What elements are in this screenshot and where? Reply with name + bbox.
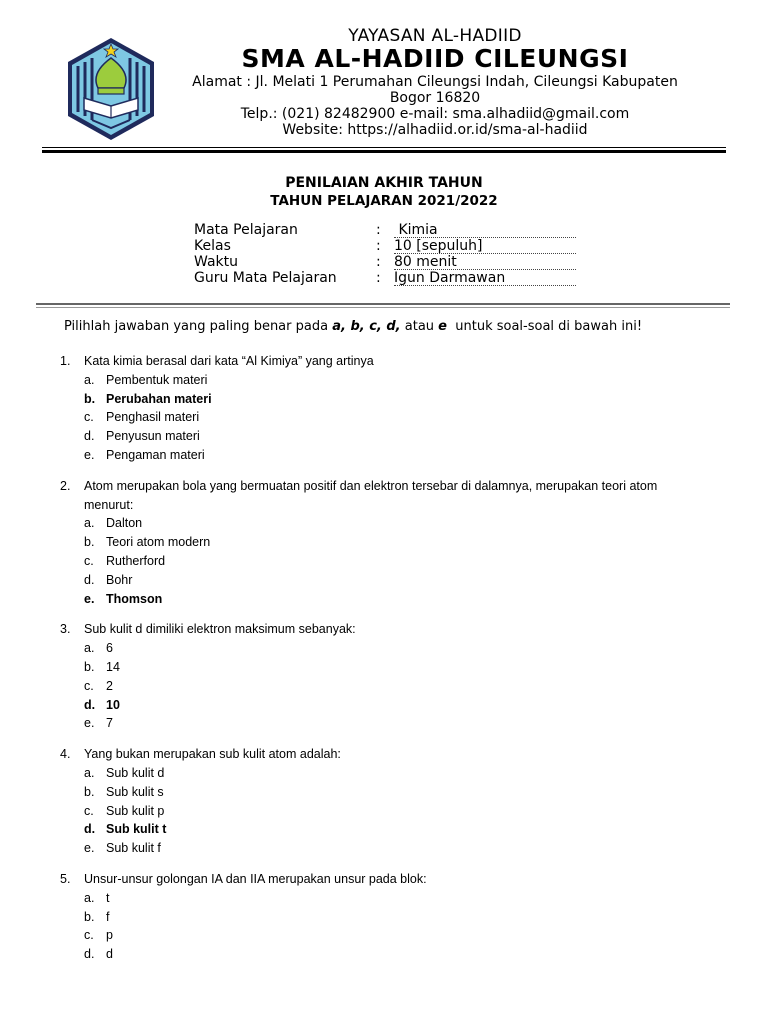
option-letter: d. (84, 697, 96, 712)
option-letter: c. (84, 410, 94, 425)
answer-option (60, 552, 740, 571)
question-stem: Atom merupakan bola yang bermuatan positif dan elektron tersebar di dalamnya, merupakan teori atom (84, 478, 658, 493)
option-text: d (106, 947, 113, 962)
answer-option (60, 533, 740, 552)
option-text: Penyusun materi (106, 429, 200, 444)
answer-option-correct (60, 390, 740, 409)
option-text: Perubahan materi (106, 391, 212, 406)
info-label: Waktu (194, 254, 238, 270)
school-address (170, 74, 700, 138)
answer-option (60, 889, 740, 908)
info-colon: : (376, 254, 381, 270)
option-letter: a. (84, 516, 95, 531)
instruction-suffix: untuk soal-soal di bawah ini! (447, 319, 643, 334)
option-letter: a. (84, 641, 95, 656)
option-letter: c. (84, 928, 94, 943)
info-colon: : (376, 270, 381, 286)
question-number: 3. (60, 622, 71, 637)
option-letter: a. (84, 372, 95, 387)
answer-option (60, 371, 740, 390)
option-text: 14 (106, 659, 120, 674)
question-text (60, 620, 740, 639)
option-letter: e. (84, 716, 95, 731)
option-text: Sub kulit d (106, 765, 165, 780)
answer-option (60, 839, 740, 858)
option-text: Sub kulit f (106, 841, 161, 856)
question-stem-continued: menurut: (84, 497, 134, 512)
option-text: Sub kulit s (106, 784, 164, 799)
header-divider-thick (42, 150, 726, 153)
option-letter: b. (84, 391, 96, 406)
instruction-prefix: Pilihlah jawaban yang paling benar pada (64, 319, 333, 334)
option-letter: b. (84, 535, 95, 550)
option-letter: d. (84, 822, 96, 837)
question-number: 4. (60, 747, 71, 762)
question-list (60, 352, 740, 976)
instruction-middle: atau (400, 319, 439, 334)
info-value: Kimia (394, 222, 576, 238)
question-text (60, 870, 740, 889)
question-stem: Kata kimia berasal dari kata “Al Kimiya” yang artinya (84, 354, 374, 368)
info-row-class (194, 238, 578, 254)
answer-option (60, 714, 740, 733)
question-number: 2. (60, 478, 71, 493)
answer-option-correct (60, 590, 740, 609)
question-stem: Yang bukan merupakan sub kulit atom adalah: (84, 747, 341, 762)
option-letter: e. (84, 841, 95, 856)
question-number: 1. (60, 354, 71, 368)
option-text: 7 (106, 716, 113, 731)
answer-option (60, 514, 740, 533)
school-logo-icon (64, 36, 158, 142)
instructions (64, 319, 642, 334)
info-value: Igun Darmawan (394, 270, 576, 286)
exam-year: TAHUN PELAJARAN 2021/2022 (270, 193, 498, 209)
option-text: t (106, 890, 110, 905)
option-letter: a. (84, 890, 95, 905)
option-letter: e. (84, 447, 95, 462)
address-line-1: Alamat : Jl. Melati 1 Perumahan Cileungsi Indah, Cileungsi Kabupaten (192, 74, 678, 90)
header-divider-thin (42, 147, 726, 148)
option-letter: c. (84, 803, 94, 818)
answer-option-correct (60, 820, 740, 839)
question-stem: Unsur-unsur golongan IA dan IIA merupakan unsur pada blok: (84, 871, 427, 886)
option-text: f (106, 909, 110, 924)
answer-option (60, 908, 740, 927)
answer-option (60, 802, 740, 821)
option-text: Sub kulit p (106, 803, 165, 818)
foundation-name: YAYASAN AL-HADIID (348, 26, 522, 46)
answer-option (60, 658, 740, 677)
section-divider (36, 303, 730, 305)
instruction-choice-e: e (438, 319, 447, 334)
option-text: 6 (106, 641, 113, 656)
info-row-time (194, 254, 578, 270)
info-row-subject (194, 222, 578, 238)
question-item (60, 620, 740, 733)
info-label: Mata Pelajaran (194, 222, 298, 238)
answer-option (60, 926, 740, 945)
question-item (60, 870, 740, 964)
option-text: 2 (106, 678, 113, 693)
answer-option (60, 408, 740, 427)
answer-option (60, 571, 740, 590)
option-letter: c. (84, 678, 94, 693)
option-text: Sub kulit t (106, 822, 167, 837)
option-letter: b. (84, 909, 95, 924)
option-letter: e. (84, 591, 95, 606)
question-text (60, 477, 740, 496)
option-letter: d. (84, 572, 95, 587)
option-text: Teori atom modern (106, 535, 211, 550)
option-letter: b. (84, 659, 95, 674)
option-text: 10 (106, 697, 120, 712)
answer-option (60, 639, 740, 658)
answer-option (60, 945, 740, 964)
question-stem: Sub kulit d dimiliki elektron maksimum sebanyak: (84, 622, 356, 637)
option-letter: a. (84, 765, 95, 780)
option-text: Pembentuk materi (106, 372, 208, 387)
address-line-2: Bogor 16820 (389, 90, 481, 106)
info-colon: : (376, 222, 381, 238)
answer-option (60, 783, 740, 802)
answer-option (60, 764, 740, 783)
question-item (60, 477, 740, 609)
option-letter: d. (84, 429, 95, 444)
exam-info-table (194, 222, 578, 286)
info-value: 10 [sepuluh] (394, 238, 576, 254)
option-letter: c. (84, 553, 94, 568)
contact-line: Telp.: (021) 82482900 e-mail: sma.alhadiid@gmail.com (240, 106, 630, 122)
info-colon: : (376, 238, 381, 254)
option-letter: b. (84, 784, 95, 799)
option-text: Bohr (106, 572, 133, 587)
question-item (60, 352, 740, 465)
instruction-choices: a, b, c, d, (332, 319, 401, 334)
website-line: Website: https://alhadiid.or.id/sma-al-hadiid (282, 122, 588, 138)
question-item (60, 745, 740, 858)
question-text (60, 745, 740, 764)
option-text: Thomson (106, 591, 163, 606)
option-text: Rutherford (106, 553, 166, 568)
answer-option (60, 677, 740, 696)
exam-title: PENILAIAN AKHIR TAHUN (285, 175, 483, 191)
school-name: SMA AL-HADIID CILEUNGSI (241, 44, 629, 73)
section-divider-secondary (36, 307, 730, 308)
option-text: Pengaman materi (106, 447, 205, 462)
info-label: Guru Mata Pelajaran (194, 270, 337, 286)
info-label: Kelas (194, 238, 231, 254)
info-value: 80 menit (394, 254, 576, 270)
answer-option-correct (60, 696, 740, 715)
option-text: Penghasil materi (106, 410, 200, 425)
option-text: p (106, 928, 113, 943)
option-letter: d. (84, 947, 95, 962)
answer-option (60, 446, 740, 465)
question-number: 5. (60, 871, 71, 886)
option-text: Dalton (106, 516, 143, 531)
info-row-teacher (194, 270, 578, 286)
question-text (60, 352, 740, 371)
answer-option (60, 427, 740, 446)
